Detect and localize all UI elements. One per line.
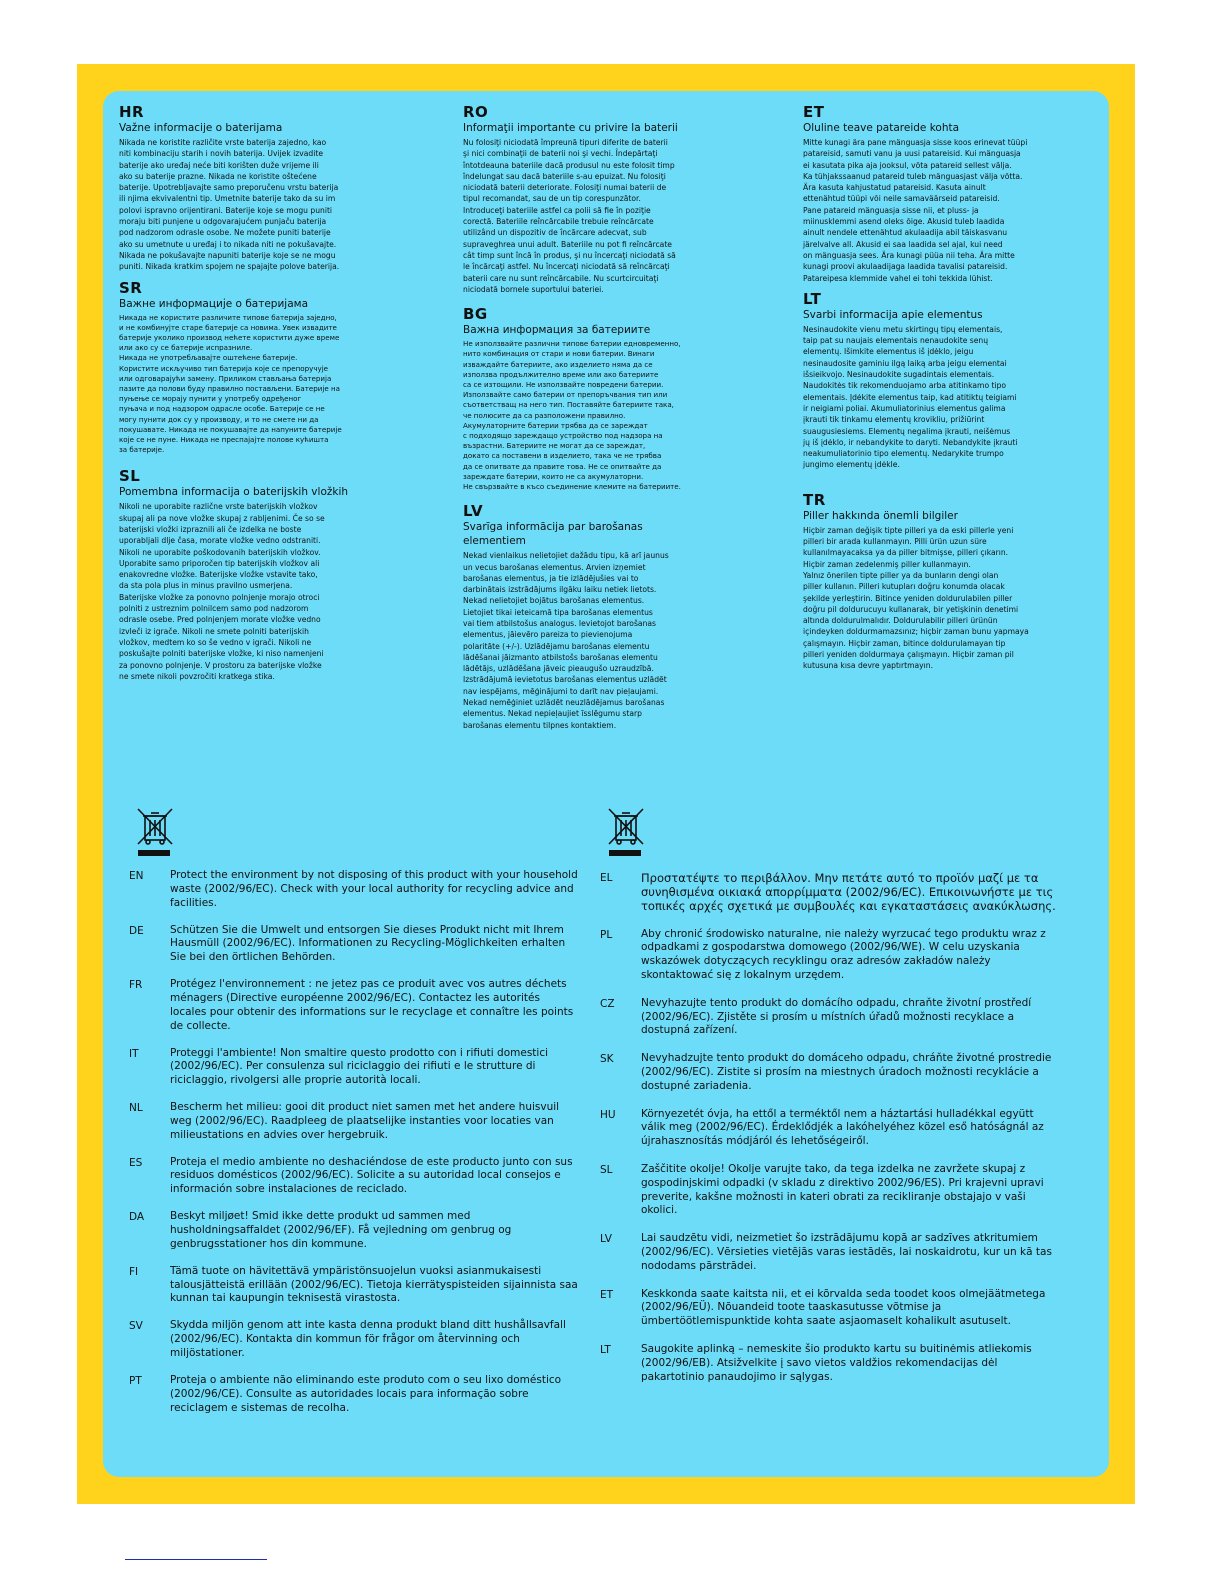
battery-column-2 <box>463 103 705 737</box>
weee-text: Bescherm het milieu: gooi dit product niet samen met het andere huisvuil weg (2002/96/EC). Raadpleeg de plaatselijke instanties voor locaties van milieustations en advies over hergebruik. <box>170 1101 560 1141</box>
weee-item <box>129 1047 579 1088</box>
weee-item <box>129 1210 579 1251</box>
weee-item <box>129 1156 579 1197</box>
language-code: SV <box>129 1320 143 1333</box>
weee-text: Nevyhadzujte tento produkt do domáceho odpadu, chráňte životné prostredie (2002/96/EC). Zistite si prosím na miestnych úradoch možnosti recyklácie a dostupné zariadenia. <box>641 1052 1052 1092</box>
section-heading: Svarbi informacija apie elementus <box>803 308 983 321</box>
battery-column-3 <box>803 103 1069 678</box>
battery-section-lt <box>803 290 1069 471</box>
battery-section-lv <box>463 502 705 731</box>
language-code: LV <box>463 502 484 521</box>
weee-item <box>129 978 579 1033</box>
crossed-bin-icon <box>135 808 175 858</box>
weee-item <box>129 1319 579 1360</box>
weee-text: Protégez l'environnement : ne jetez pas ce produit avec vos autres déchets ménagers (Directive européenne 2002/96/EC). Contactez les autorités locales pour obtenir des informations sur le recyclage et connaître les points de collecte. <box>170 978 574 1032</box>
language-code: SL <box>119 467 141 486</box>
battery-section-tr <box>803 491 1069 672</box>
section-heading: Важне информације о батеријама <box>119 297 308 310</box>
weee-text: Beskyt miljøet! Smid ikke dette produkt ud sammen med husholdningsaffaldet (2002/96/EF). Få vejledning om genbrug og genbrugsstationer hos din kommune. <box>170 1210 512 1250</box>
weee-item <box>129 924 579 965</box>
language-code: RO <box>463 103 489 121</box>
battery-section-sr <box>119 279 409 456</box>
battery-section-et <box>803 103 1069 284</box>
battery-section-bg <box>463 305 705 492</box>
language-code: BG <box>463 305 488 324</box>
weee-item <box>129 1374 579 1415</box>
weee-item <box>600 997 1060 1038</box>
language-code: FR <box>129 979 143 992</box>
language-code: SR <box>119 278 143 297</box>
section-body: Mitte kunagi ära pane mänguasja sisse koos erinevat tüüpi patareisid, samuti vanu ja uusi patareisid. Kui mänguasja ei kasutata pika aja jooksul, võta patareid sellest välja. Ka tühjakssaanud patareid tuleb mänguasjast välja võtta. Ära kasuta kahjustatud patareisid. Kasuta ainult ettenähtud tüüpi või neile samaväärseid patareisid. Pane patareid mänguasja sisse nii, et pluss- ja miinusklemmi asend oleks õige. Akusid tuleb laadida ainult nendele ettenähtud akulaadija abil täiskasvanu järelvalve all. Akusid ei saa laadida sel ajal, kui need on mänguasja sees. Ära kunagi püüa nii teha. Ära mitte kunagi proovi akulaadijaga laadida tavalisi patareisid. Patareipesa klemmide vahel ei tohi tekkida lühist. <box>803 138 1028 283</box>
section-body: Hiçbir zaman değişik tipte pilleri ya da eski pillerle yeni pilleri bir arada kullanmayın. Pilli ürün uzun süre kullanılmayacaksa ya da piller bitmişse, pilleri çıkarın. Hiçbir zaman zedelenmiş piller kullanmayın. Yalnız önerilen tipte piller ya da bunların dengi olan piller kullanın. Pilleri kutupları doğru konumda olacak şekilde yerleştirin. Bitince yeniden doldurulabilen piller doğru pil doldurucuyu kullanarak, bir yetişkinin denetimi altında doldurulmalıdır. Doldurulabilir pilleri ürünün içindeyken doldurmamazsınız; hiçbir zaman bunu yapmaya çalışmayın. Hiçbir zaman, bitince doldurulamayan tip pilleri yeniden doldurmaya çalışmayın. Hiçbir zaman pil kutusuna kısa devre yaptırtmayın. <box>803 525 1029 671</box>
section-heading: Piller hakkında önemli bilgiler <box>803 509 958 522</box>
weee-text: Skydda miljön genom att inte kasta denna produkt bland ditt hushållsavfall (2002/96/EC). Kontakta din kommun för frågor om återvinning och miljöstationer. <box>170 1319 566 1360</box>
language-code: PT <box>129 1375 142 1387</box>
yellow-frame <box>77 64 1135 1504</box>
crossed-bin-icon <box>606 808 646 858</box>
language-code: ET <box>600 1288 614 1301</box>
section-body: Nikada ne koristite različite vrste baterija zajedno, kao niti kombinaciju starih i novih baterija. Uvijek izvadite baterije ako uređaj neće biti korišten duže vrijeme ili ako su baterije prazne. Nikada ne koristite oštećene baterije. Upotrebljavajte samo preporučenu vrstu baterija ili njima ekvivalentni tip. Umetnite baterije tako da su im polovi ispravno orijentirani. Baterije koje se mogu puniti moraju biti punjene u odgovarajućem punjaču baterija pod nadzorom odrasle osobe. Ne možete puniti baterije ako su umetnute u uređaj i to nikada niti ne pokušavajte. Nikada ne pokušavajte napuniti baterije koje se ne mogu puniti. Nikada kratkim spojem ne spajajte polove baterija. <box>119 138 340 272</box>
section-heading: Informaţii importante cu privire la baterii <box>463 122 678 134</box>
language-code: EL <box>600 872 613 884</box>
weee-text: Protect the environment by not disposing of this product with your household waste (2002/96/EC). Check with your local authority for recycling advice and facilities. <box>170 869 578 909</box>
weee-item <box>600 1343 1060 1384</box>
weee-item <box>129 1101 579 1142</box>
weee-item <box>129 869 579 910</box>
battery-section-ro <box>463 103 705 295</box>
language-code: IT <box>129 1047 139 1060</box>
weee-item <box>600 1052 1060 1093</box>
weee-list-left <box>129 869 579 1429</box>
language-code: CZ <box>600 997 615 1010</box>
weee-item <box>600 871 1060 914</box>
weee-text: Keskkonda saate kaitsta nii, et ei kõrvalda seda toodet koos olmejäätmetega (2002/96/EÜ). Nõuandeid toote taaskasutusse võtmise ja ümbertöötlemispunktide kohta saate asjaomaselt kohalikult asutuselt. <box>641 1287 1046 1328</box>
weee-text: Lai saudzētu vidi, neizmetiet šo izstrādājumu kopā ar sadzīves atkritumiem (2002/96/EC). Vērsieties vietējās varas iestādēs, lai noskaidrotu, kur un kā tas nododams pārstrādei. <box>641 1232 1052 1272</box>
weee-text: Zaščitite okolje! Okolje varujte tako, da tega izdelka ne zavržete skupaj z gospodinjskimi odpadki (v skladu z direktivo 2002/96/ES). Pri krajevni upravi preverite, kakšne možnosti in kateri obrati za recikliranje obstajajo v vaši okolici. <box>641 1162 1044 1217</box>
weee-text: Saugokite aplinką – nemeskite šio produkto kartu su buitinėmis atliekomis (2002/96/EB). Atsižvelkite į savo vietos valdžios rekomendacijas dėl pakartotinio panaudojimo ir sąlygas. <box>641 1342 1032 1383</box>
section-heading: Важна информация за батериите <box>463 324 651 337</box>
footer-rule <box>125 1559 267 1560</box>
section-body: Nekad vienlaikus nelietojiet dažādu tipu, kā arī jaunus un vecus barošanas elementus. Arvien izņemiet barošanas elementus, ja tie izlādējušies vai to darbinātais izstrādājums ilgāku laiku netiek lietots. Nekad nelietojiet bojātus barošanas elementus. Lietojiet tikai ieteicamā tipa barošanas elementus vai tiem atbilstošus analogus. Ievietojot barošanas elementus, jāievēro pareiza to pievienojuma polaritāte (+/-). Uzlādējamu barošanas elementu lādēšanai jāizmanto atbilstošs barošanas elementu lādētājs, uzlādēšana jāveic pieaugušo uzraudzībā. Izstrādājumā ievietotus barošanas elementus uzlādēt nav iespējams, mēģinājumi to darīt nav pieļaujami. Nekad nemēģiniet uzlādēt neuzlādējamus barošanas elementus. Nekad nepieļaujiet īsslēgumu starp barošanas elementu tilpnes kontaktiem. <box>463 551 669 730</box>
language-code: NL <box>129 1102 143 1115</box>
language-code: ET <box>803 103 825 121</box>
language-code: LV <box>600 1233 612 1246</box>
weee-item <box>600 928 1060 983</box>
weee-item <box>600 1163 1060 1218</box>
language-code: DA <box>129 1211 145 1224</box>
section-body: Nu folosiţi niciodată împreună tipuri diferite de baterii şi nici combinaţii de baterii noi şi vechi. Îndepărtaţi întotdeauna bateriile dacă produsul nu este folosit timp îndelungat sau dacă bateriile s-au epuizat. Nu folosiţi niciodată baterii deteriorate. Folosiţi numai baterii de tipul recomandat, sau de un tip corespunzător. Introduceţi bateriile astfel ca polii să fie în poziţie corectă. Bateriile reîncărcabile trebuie reîncărcate utilizând un dispozitiv de încărcare adecvat, sub supraveghrea unui adult. Bateriile nu pot fi reîncărcate cât timp sunt încă în produs, şi nu încercaţi niciodată să le încărcaţi astfel. Nu încercaţi niciodată să reîncărcaţi baterii care nu sunt reîncărcabile. Nu scurtcircuitaţi niciodată bornele suportului bateriei. <box>463 138 676 294</box>
language-code: EN <box>129 870 144 882</box>
spacer <box>803 477 1069 491</box>
weee-text: Proteggi l'ambiente! Non smaltire questo prodotto con i rifiuti domestici (2002/96/EC). Per consulenza sul riciclaggio dei rifiuti e le strutture di riciclaggio, rivolgersi alle proprie autorità locali. <box>170 1046 549 1087</box>
weee-text: Tämä tuote on hävitettävä ympäristönsuojelun vuoksi asianmukaisesti talousjätteistä erillään (2002/96/EC). Tietoja kierrätyspisteiden sijainnista saa kunnan tai kaupungin teknisestä virastosta. <box>170 1264 578 1305</box>
weee-text: Proteja el medio ambiente no deshaciéndose de este producto junto con sus residuos domésticos (2002/96/EC). Solicite a su autoridad local consejos e información sobre instalaciones de reciclado. <box>170 1155 573 1196</box>
language-code: LT <box>600 1343 611 1356</box>
section-heading: Važne informacije o baterijama <box>119 122 283 134</box>
language-code: FI <box>129 1265 139 1278</box>
weee-text: Schützen Sie die Umwelt und entsorgen Sie dieses Produkt nicht mit Ihrem Hausmüll (2002/96/EC). Informationen zu Recycling-Möglichkeiten erhalten Sie bei den örtlichen Behörden. <box>170 923 566 964</box>
section-heading: Oluline teave patareide kohta <box>803 122 960 134</box>
language-code: TR <box>803 490 826 509</box>
weee-text: Környezetét óvja, ha ettől a terméktől nem a háztartási hulladékkal együtt válik meg (2002/96/EC). Érdeklődjék a lakóhelyéhez közel eső hatóságnál az újrahasznosítás módjáról és lehetőségeiről. <box>641 1107 1044 1148</box>
battery-section-hr <box>119 103 409 273</box>
language-code: PL <box>600 928 613 941</box>
content-panel <box>103 91 1109 1477</box>
language-code: HU <box>600 1108 616 1121</box>
weee-item <box>600 1232 1060 1273</box>
weee-item <box>129 1265 579 1306</box>
weee-list-right <box>600 871 1060 1398</box>
section-body: Не използвайте различни типове батерии едновременно, нито комбинация от стари и нови батерии. Винаги изваждайте батериите, ако изделието няма да се използва продължително време или ако батериите са се изтощили. Не използвайте повредени батерии. Използвайте само батерии от препоръчвания тип или съответстващ на него тип. Поставяйте батериите така, че полюсите да са разположени правилно. Акумулаторните батерии трябва да се зареждат с подходящо зареждащо устройство под надзора на възрастни. Батериите не могат да се зареждат, докато са поставени в изделието, така че не трябва да се опитвате да правите това. Не се опитвайте да зареждате батерии, които не са акумулаторни. Не свързвайте в късо съединение клемите на батериите. <box>463 339 681 491</box>
battery-column-1 <box>119 103 409 688</box>
section-heading: Svarīga informācija par barošanas elementiem <box>463 521 643 548</box>
language-code: LT <box>803 289 822 308</box>
language-code: SL <box>600 1163 613 1176</box>
section-heading: Pomembna informacija o baterijskih vložkih <box>119 486 349 499</box>
weee-text: Proteja o ambiente não eliminando este produto com o seu lixo doméstico (2002/96/CE). Consulte as autoridades locais para informação sobre reciclagem e sistemas de recolha. <box>170 1374 562 1414</box>
weee-text: Nevyhazujte tento produkt do domácího odpadu, chraňte životní prostředí (2002/96/EC). Zjistěte si prosím u místních úřadů možnosti recyklace a dostupná zařízení. <box>641 996 1032 1037</box>
weee-item <box>600 1108 1060 1149</box>
section-body: Nikoli ne uporabite različne vrste baterijskih vložkov skupaj ali pa nove vložke skupaj z rabljenimi. Če so se baterijski vložki izpraznili ali če izdelka ne boste uporabljali dlje časa, morate vložke vedno odstraniti. Nikoli ne uporabite poškodovanih baterijskih vložkov. Uporabite samo priporočen tip baterijskih vložkov ali enakovredne vložke. Baterijske vložke vstavite tako, da sta pola plus in minus pravilno usmerjena. Baterijske vložke za ponovno polnjenje morajo otroci polniti z ustreznim polnilcem samo pod nadzorom odrasle osebe. Pred polnjenjem morate vložke vedno izvleči iz igrače. Nikoli ne smete polniti baterijskih vložkov, medtem ko so še vedno v igrači. Nikoli ne poskušajte polniti baterijske vložke, ki niso namenjeni za ponovno polnjenje. V prostoru za baterijske vložke ne smete nikoli povzročiti kratkega stika. <box>119 502 325 681</box>
section-body: Никада не користите различите типове батерија заједно, и не комбинујте старе батерије са новима. Увек извадите батерије уколико производ нећете користити дуже време или ако су се батерије испразниле. Никада не употребљавајте оштећене батерије. Користите искључиво тип батерија које се препоручује или одговарајући замену. Приликом стављања батерија пазите да полови буду правилно постављени. Батерије на пуњење се морају пунити у употребу одређеног пуњача и под надзором одрасле особе. Батерије се не могу пунити док су у производу, и то не смете ни да покушавате. Никада не покушавајте да напуните батерије које се не пуне. Никада не преспајајте полове кућишта за батерије. <box>119 312 342 455</box>
language-code: SK <box>600 1053 614 1066</box>
language-code: ES <box>129 1156 143 1169</box>
weee-item <box>600 1288 1060 1329</box>
battery-section-sl <box>119 467 409 682</box>
language-code: DE <box>129 924 144 937</box>
section-body: Nesinaudokite vienu metu skirtingų tipų elementais, taip pat su naujais elementais nenaudokite senų elementų. Išimkite elementus iš įdėklo, jeigu nesinaudosite gaminiu ilgą laiką arba jeigu elementai išsieikvojo. Nesinaudokite sugadintais elementais. Naudokitės tik rekomenduojamo arba atitinkamo tipo elementais. Įdėkite elementus taip, kad atitiktų teigiami ir neigiami poliai. Akumuliatorinius elementus galima įkrauti tik tinkamu elementų krovikliu, prižiūrint suaugusiesiems. Elementų negalima įkrauti, neišėmus jų iš įdėklo, ir nebandykite to daryti. Nebandykite įkrauti neakumuliatorinio tipo elementų. Nedarykite trumpo jungimo elementų įdėkle. <box>803 324 1018 470</box>
weee-text: Aby chronić środowisko naturalne, nie należy wyrzucać tego produktu wraz z odpadkami z gospodarstwa domowego (2002/96/WE). W celu uzyskania wskazówek dotyczących recyklingu oraz adresów zakładów należy skontaktować się z lokalnym urzędem. <box>641 927 1046 981</box>
weee-text: Προστατέψτε το περιβάλλον. Μην πετάτε αυτό το προϊόν μαζί με τα συνηθισμένα οικιακά απορρίμματα (2002/96/EC). Επικοινωνήστε με τις τοπικές αρχές σχετικά με συμβουλές και εγκαταστάσεις ανακύκλωσης. <box>641 871 1056 914</box>
language-code: HR <box>119 103 145 121</box>
